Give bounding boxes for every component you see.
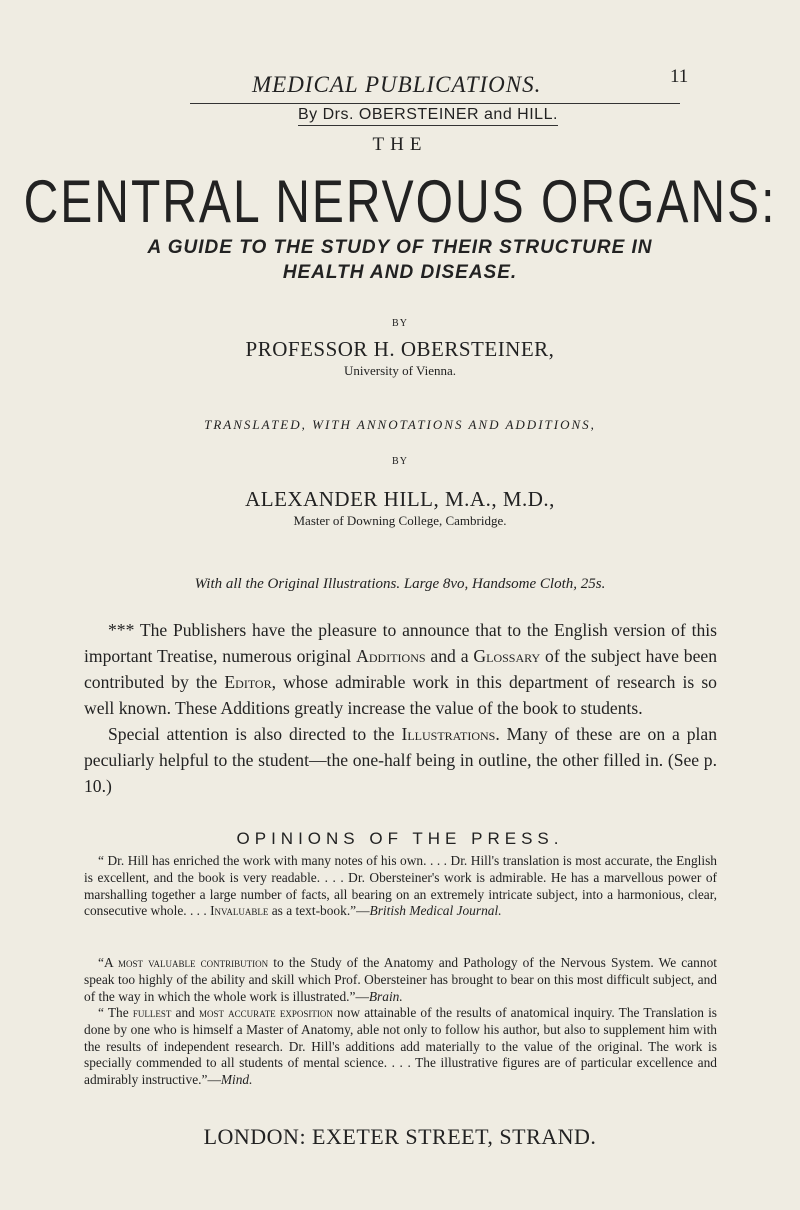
- by-label-editor: BY: [392, 456, 408, 467]
- edition-details: With all the Original Illustrations. Large 8vo, Handsome Cloth, 25s.: [194, 576, 606, 592]
- editor-name: ALEXANDER HILL, M.A., M.D.,: [245, 487, 555, 511]
- book-title: CENTRAL NERVOUS ORGANS:: [23, 169, 777, 236]
- press-quote: “A most valuable contribution to the Study of the Anatomy and Pathology of the Nervous System. We cannot speak too highly of the ability and skill which Prof. Obersteiner has brought to bear on this most difficult subject, and of the way in which the whole work is illustrated.”—Brain.: [84, 955, 717, 1004]
- page-number: 11: [670, 66, 689, 87]
- publisher-imprint: LONDON: EXETER STREET, STRAND.: [203, 1124, 597, 1149]
- running-head: MEDICAL PUBLICATIONS.: [252, 72, 542, 97]
- press-quote: “ The fullest and most accurate exposition now attainable of the results of anatomical inquiry. The Translation is done by one who is himself a Master of Anatomy, able not only to follow his author, but also to supplement him with the results of independent research. Dr. Hill's additions add materially to the value of the original. The work is specially commended to all students of mental science. . . . The illustrative figures are of particular excellence and admirably instructive.”—Mind.: [84, 1005, 717, 1088]
- by-label-author: BY: [392, 318, 408, 329]
- announcement-paragraph-2: Special attention is also directed to the Illustrations. Many of these are on a plan peculiarly helpful to the student—the one-half being in outline, the other filled in. (See p. 10.): [84, 724, 717, 796]
- editor-affiliation: Master of Downing College, Cambridge.: [293, 513, 507, 528]
- title-article: THE: [372, 134, 428, 155]
- book-subtitle-line2: HEALTH AND DISEASE.: [282, 262, 518, 283]
- author-name: PROFESSOR H. OBERSTEINER,: [245, 337, 555, 361]
- byline: By Drs. OBERSTEINER and HILL.: [298, 106, 558, 126]
- opinions-heading: OPINIONS OF THE PRESS.: [236, 829, 564, 848]
- announcement-paragraph-1: *** The Publishers have the pleasure to announce that to the English version of this important Treatise, numerous original Additions and a Glossary of the subject have been contributed by the Editor, whose admirable work in this department of research is so well known. These Additions greatly increase the value of the book to students.: [84, 620, 717, 718]
- quote-source: British Medical Journal.: [369, 903, 502, 919]
- translation-note: TRANSLATED, WITH ANNOTATIONS AND ADDITIONS,: [204, 417, 596, 432]
- quote-source: Brain.: [368, 988, 403, 1004]
- quote-source: Mind.: [220, 1072, 253, 1088]
- press-quote: “ Dr. Hill has enriched the work with many notes of his own. . . . Dr. Hill's translation is most accurate, the English is excellent, and the book is very readable. . . . Dr. Obersteiner's work is admirable. He has a marvellous power of marshalling together a large number of facts, all bearing on an extremely intricate subject, into a harmonious, clear, consecutive whole. . . . Invaluable as a text-book.”—British Medical Journal.: [84, 853, 717, 919]
- header-rule: [190, 103, 680, 104]
- author-affiliation: University of Vienna.: [344, 363, 456, 378]
- book-subtitle-line1: A GUIDE TO THE STUDY OF THEIR STRUCTURE IN: [147, 237, 653, 258]
